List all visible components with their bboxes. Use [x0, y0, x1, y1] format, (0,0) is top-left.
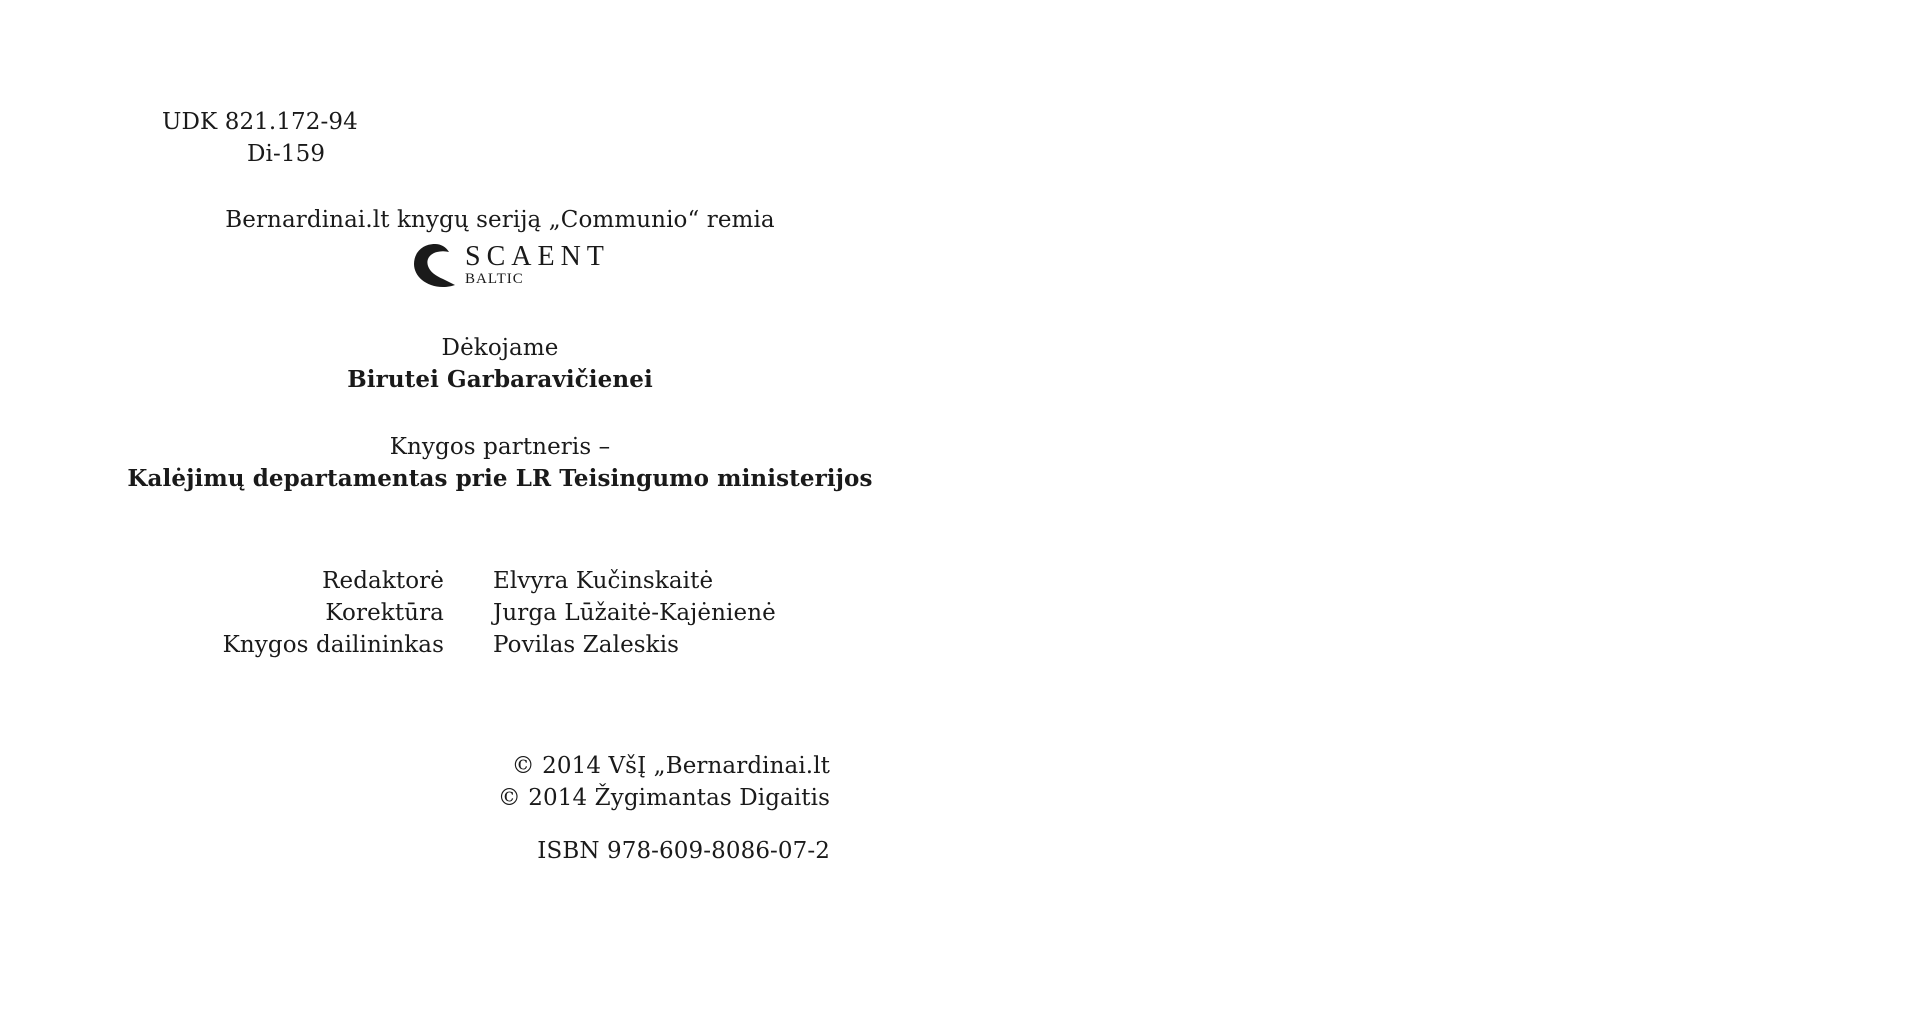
credit-role-illustrator: Knygos dailininkas — [222, 632, 444, 658]
partner-name: Kalėjimų departamentas prie LR Teisingumo ministerijos — [127, 465, 873, 492]
credit-name-proofreading: Jurga Lūžaitė-Kajėnienė — [493, 600, 776, 626]
thanks-name: Birutei Garbaravičienei — [347, 366, 653, 393]
logo-subtitle: BALTIC — [465, 271, 524, 287]
copyright-publisher: © 2014 VšĮ „Bernardinai.lt — [511, 753, 830, 779]
credit-name-illustrator: Povilas Zaleskis — [493, 632, 680, 658]
credit-name-editor: Elvyra Kučinskaitė — [493, 568, 714, 594]
sponsor-logo — [410, 238, 610, 294]
isbn-number: ISBN 978-609-8086-07-2 — [537, 838, 830, 864]
scaent-logo-icon — [410, 238, 460, 294]
copyright-author: © 2014 Žygimantas Digaitis — [497, 785, 830, 811]
logo-name: SCAENT — [465, 241, 610, 272]
partner-label: Knygos partneris – — [389, 434, 611, 460]
credit-role-proofreading: Korektūra — [325, 600, 444, 626]
credit-role-editor: Redaktorė — [322, 568, 444, 594]
thanks-label: Dėkojame — [441, 335, 559, 361]
series-sponsor-text: Bernardinai.lt knygų seriją „Communio“ remia — [225, 207, 775, 233]
catalog-code: Di-159 — [247, 141, 326, 167]
udk-code: UDK 821.172-94 — [162, 109, 358, 135]
